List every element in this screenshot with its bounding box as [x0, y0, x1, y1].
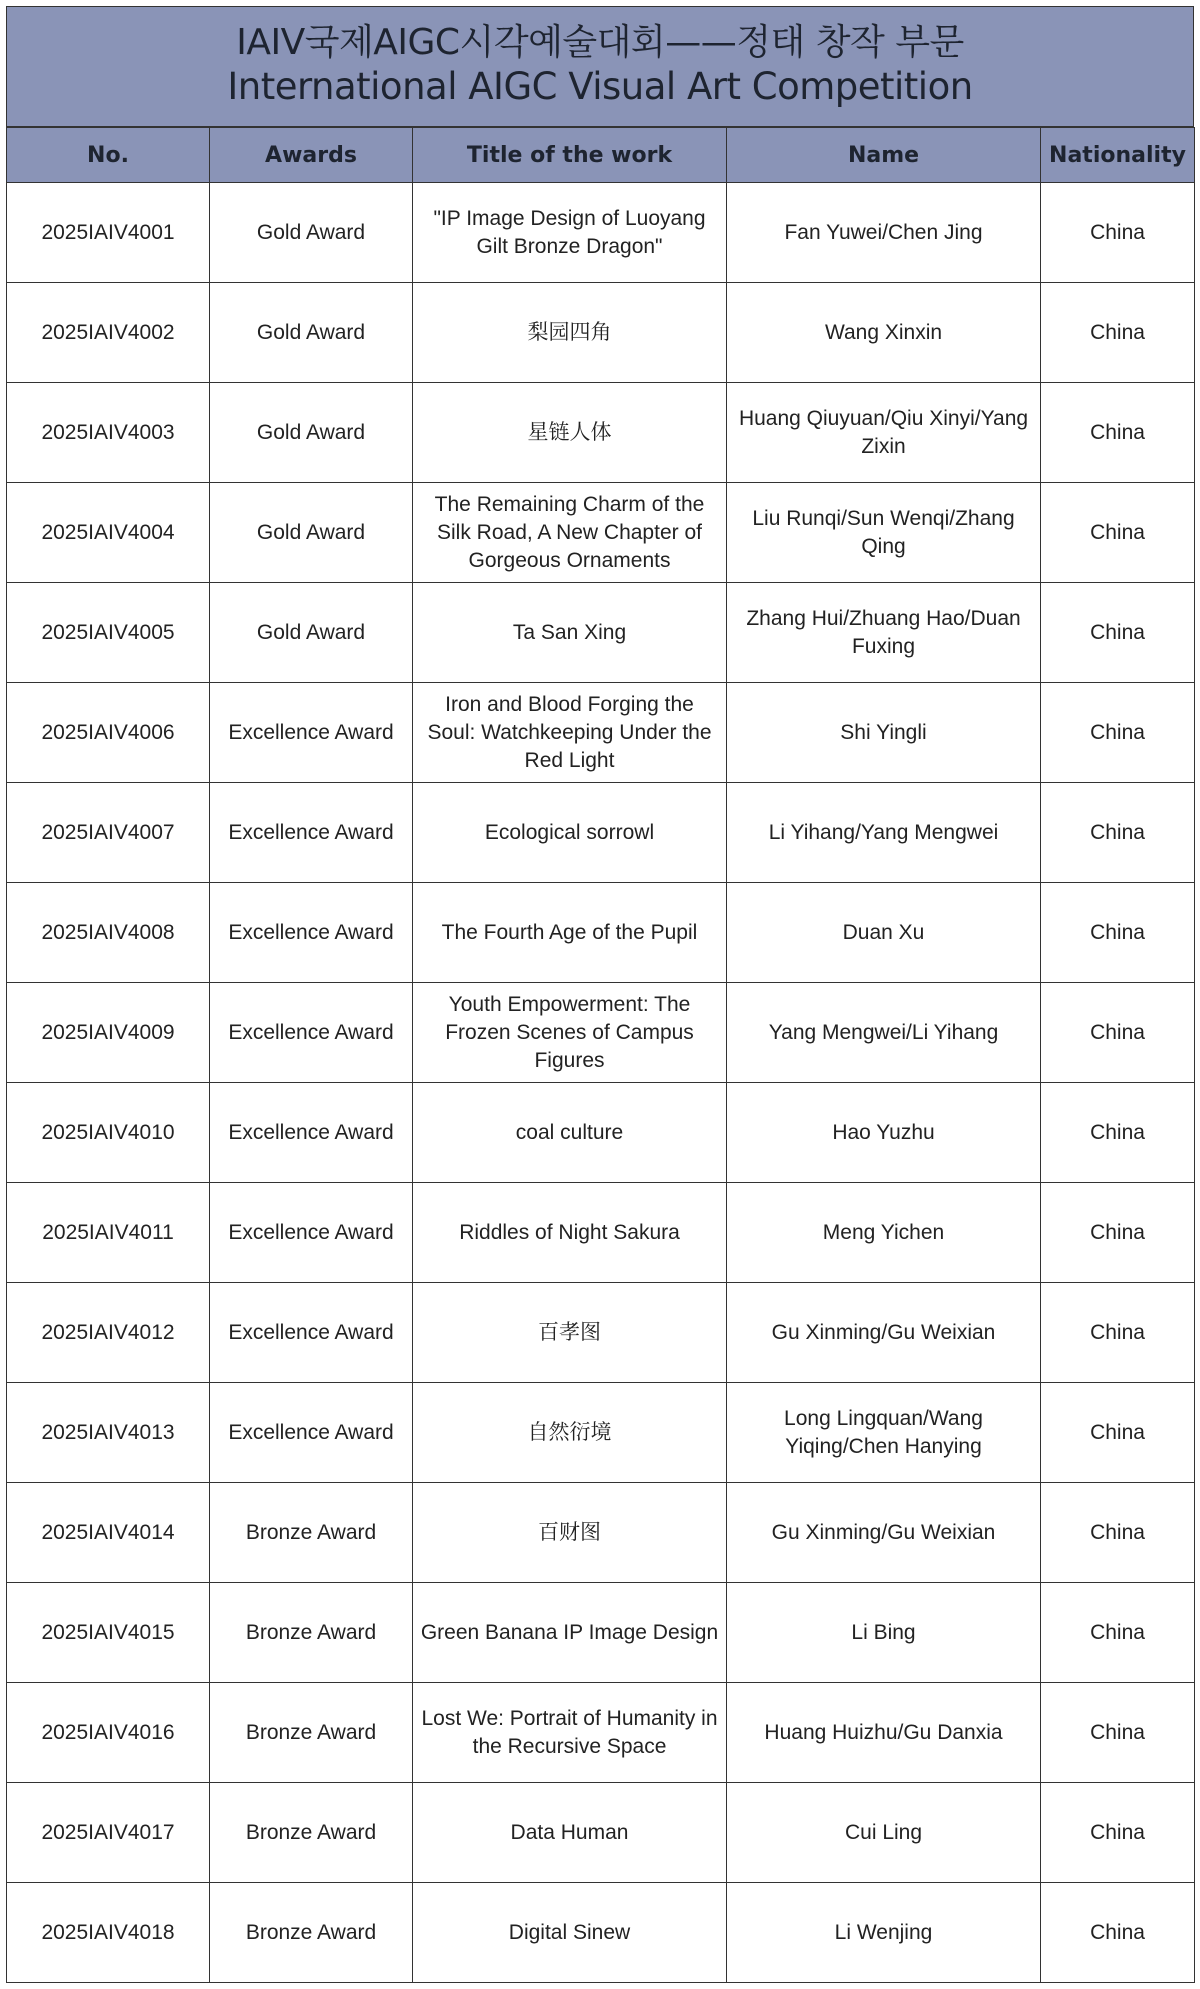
table-row [7, 983, 1195, 1083]
cell-nationality: China [1041, 283, 1195, 383]
table-row [7, 1783, 1195, 1883]
cell-name: Wang Xinxin [727, 283, 1041, 383]
cell-no: 2025IAIV4005 [7, 583, 210, 683]
cell-award: Excellence Award [210, 783, 413, 883]
table-row [7, 583, 1195, 683]
table-row [7, 1283, 1195, 1383]
title-korean: IAIV국제AIGC시각예술대회——정태 창작 부문 [236, 22, 964, 63]
cell-no: 2025IAIV4003 [7, 383, 210, 483]
cell-title: Ta San Xing [413, 583, 727, 683]
header-no: No. [7, 128, 210, 183]
cell-award: Excellence Award [210, 983, 413, 1083]
cell-name: Huang Huizhu/Gu Danxia [727, 1683, 1041, 1783]
header-title: Title of the work [413, 128, 727, 183]
cell-award: Gold Award [210, 583, 413, 683]
cell-nationality: China [1041, 1583, 1195, 1683]
cell-name: Li Yihang/Yang Mengwei [727, 783, 1041, 883]
table-row [7, 483, 1195, 583]
cell-no: 2025IAIV4002 [7, 283, 210, 383]
cell-title: 自然衍境 [413, 1383, 727, 1483]
cell-no: 2025IAIV4016 [7, 1683, 210, 1783]
table-row [7, 883, 1195, 983]
awards-table [6, 127, 1195, 1983]
cell-name: Liu Runqi/Sun Wenqi/Zhang Qing [727, 483, 1041, 583]
header-name: Name [727, 128, 1041, 183]
cell-name: Cui Ling [727, 1783, 1041, 1883]
cell-title: 星链人体 [413, 383, 727, 483]
cell-name: Hao Yuzhu [727, 1083, 1041, 1183]
cell-award: Excellence Award [210, 1183, 413, 1283]
cell-name: Zhang Hui/Zhuang Hao/Duan Fuxing [727, 583, 1041, 683]
cell-title: Youth Empowerment: The Frozen Scenes of Campus Figures [413, 983, 727, 1083]
header-row [7, 128, 1195, 183]
cell-award: Bronze Award [210, 1583, 413, 1683]
cell-name: Li Wenjing [727, 1883, 1041, 1983]
cell-title: 百孝图 [413, 1283, 727, 1383]
cell-nationality: China [1041, 783, 1195, 883]
cell-no: 2025IAIV4010 [7, 1083, 210, 1183]
cell-award: Gold Award [210, 183, 413, 283]
cell-no: 2025IAIV4013 [7, 1383, 210, 1483]
cell-name: Huang Qiuyuan/Qiu Xinyi/Yang Zixin [727, 383, 1041, 483]
table-row [7, 683, 1195, 783]
cell-title: Data Human [413, 1783, 727, 1883]
cell-award: Bronze Award [210, 1683, 413, 1783]
title-english: International AIGC Visual Art Competition [227, 65, 973, 108]
cell-nationality: China [1041, 1683, 1195, 1783]
cell-no: 2025IAIV4001 [7, 183, 210, 283]
cell-no: 2025IAIV4012 [7, 1283, 210, 1383]
cell-nationality: China [1041, 1283, 1195, 1383]
cell-title: "IP Image Design of Luoyang Gilt Bronze Dragon" [413, 183, 727, 283]
header-nationality: Nationality [1041, 128, 1195, 183]
cell-name: Long Lingquan/Wang Yiqing/Chen Hanying [727, 1383, 1041, 1483]
cell-name: Shi Yingli [727, 683, 1041, 783]
cell-nationality: China [1041, 883, 1195, 983]
cell-nationality: China [1041, 183, 1195, 283]
cell-award: Gold Award [210, 283, 413, 383]
cell-title: The Remaining Charm of the Silk Road, A New Chapter of Gorgeous Ornaments [413, 483, 727, 583]
cell-nationality: China [1041, 383, 1195, 483]
cell-nationality: China [1041, 1483, 1195, 1583]
awards-sheet [6, 6, 1194, 1983]
cell-award: Excellence Award [210, 683, 413, 783]
table-row [7, 1383, 1195, 1483]
cell-title: The Fourth Age of the Pupil [413, 883, 727, 983]
table-row [7, 1183, 1195, 1283]
table-row [7, 1083, 1195, 1183]
title-banner [6, 6, 1194, 127]
cell-no: 2025IAIV4017 [7, 1783, 210, 1883]
cell-nationality: China [1041, 683, 1195, 783]
cell-name: Gu Xinming/Gu Weixian [727, 1283, 1041, 1383]
cell-award: Excellence Award [210, 1383, 413, 1483]
table-body [7, 183, 1195, 1983]
cell-award: Gold Award [210, 383, 413, 483]
cell-name: Fan Yuwei/Chen Jing [727, 183, 1041, 283]
table-row [7, 183, 1195, 283]
table-row [7, 283, 1195, 383]
table-row [7, 1483, 1195, 1583]
cell-no: 2025IAIV4008 [7, 883, 210, 983]
cell-nationality: China [1041, 583, 1195, 683]
cell-no: 2025IAIV4004 [7, 483, 210, 583]
cell-title: 百财图 [413, 1483, 727, 1583]
cell-name: Li Bing [727, 1583, 1041, 1683]
cell-award: Bronze Award [210, 1883, 413, 1983]
cell-title: Riddles of Night Sakura [413, 1183, 727, 1283]
cell-award: Excellence Award [210, 883, 413, 983]
cell-nationality: China [1041, 983, 1195, 1083]
cell-nationality: China [1041, 1883, 1195, 1983]
cell-no: 2025IAIV4009 [7, 983, 210, 1083]
cell-nationality: China [1041, 1783, 1195, 1883]
cell-title: Green Banana IP Image Design [413, 1583, 727, 1683]
cell-nationality: China [1041, 1183, 1195, 1283]
cell-no: 2025IAIV4015 [7, 1583, 210, 1683]
cell-title: Digital Sinew [413, 1883, 727, 1983]
cell-award: Bronze Award [210, 1783, 413, 1883]
cell-award: Gold Award [210, 483, 413, 583]
cell-award: Bronze Award [210, 1483, 413, 1583]
cell-title: Lost We: Portrait of Humanity in the Recursive Space [413, 1683, 727, 1783]
cell-title: 梨园四角 [413, 283, 727, 383]
cell-no: 2025IAIV4014 [7, 1483, 210, 1583]
table-row [7, 783, 1195, 883]
cell-no: 2025IAIV4006 [7, 683, 210, 783]
cell-title: coal culture [413, 1083, 727, 1183]
cell-award: Excellence Award [210, 1083, 413, 1183]
cell-nationality: China [1041, 483, 1195, 583]
cell-title: Ecological sorrowl [413, 783, 727, 883]
table-row [7, 1683, 1195, 1783]
table-row [7, 383, 1195, 483]
cell-award: Excellence Award [210, 1283, 413, 1383]
cell-nationality: China [1041, 1083, 1195, 1183]
cell-name: Gu Xinming/Gu Weixian [727, 1483, 1041, 1583]
cell-no: 2025IAIV4011 [7, 1183, 210, 1283]
table-row [7, 1883, 1195, 1983]
cell-no: 2025IAIV4018 [7, 1883, 210, 1983]
cell-title: Iron and Blood Forging the Soul: Watchkeeping Under the Red Light [413, 683, 727, 783]
cell-name: Meng Yichen [727, 1183, 1041, 1283]
cell-name: Yang Mengwei/Li Yihang [727, 983, 1041, 1083]
table-row [7, 1583, 1195, 1683]
header-awards: Awards [210, 128, 413, 183]
cell-nationality: China [1041, 1383, 1195, 1483]
cell-no: 2025IAIV4007 [7, 783, 210, 883]
cell-name: Duan Xu [727, 883, 1041, 983]
